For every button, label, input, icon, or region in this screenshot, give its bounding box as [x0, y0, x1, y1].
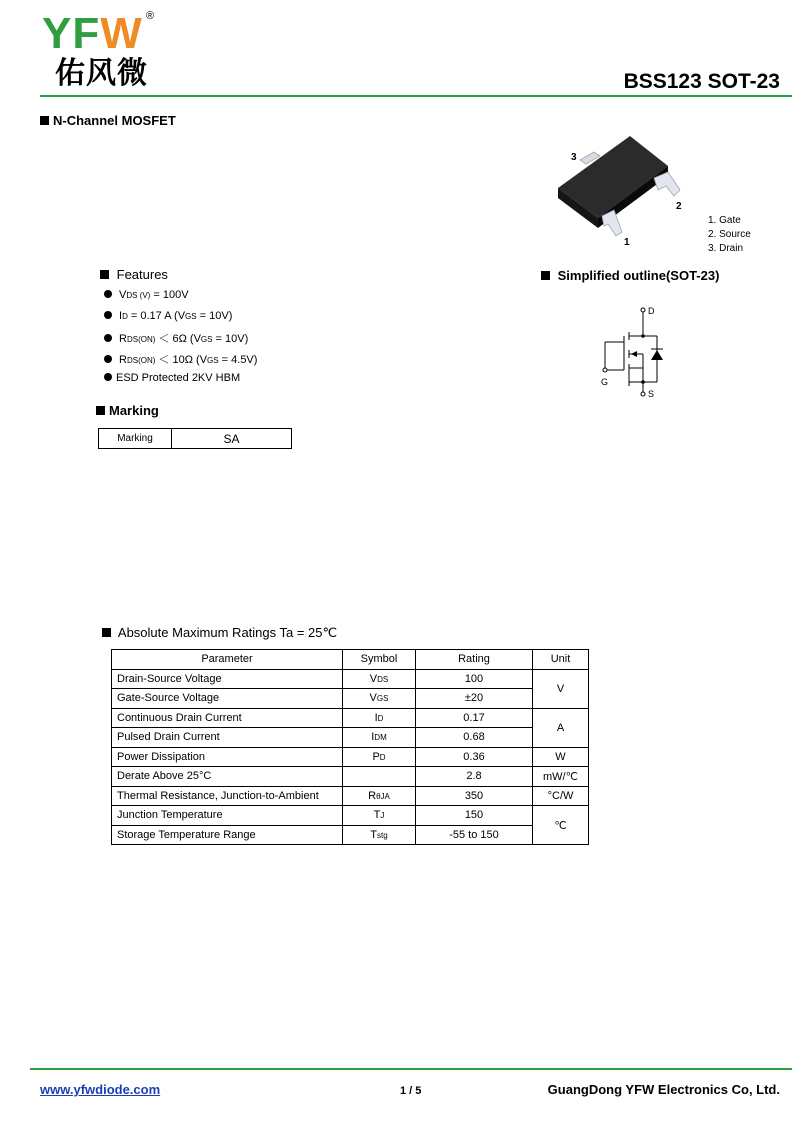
table-row	[112, 728, 589, 748]
symbol-text: R	[368, 789, 377, 802]
bullet-dot-icon	[104, 311, 112, 319]
pin-list-drain: 3. Drain	[708, 243, 744, 254]
table-row	[112, 708, 589, 728]
parameter-cell: Derate Above 25°C	[112, 767, 343, 787]
bullet-square-icon	[96, 406, 105, 415]
rating-cell: 2.8	[416, 767, 533, 787]
rating-cell: 0.17	[416, 708, 533, 728]
bullet-square-icon	[40, 116, 49, 125]
feature-item-rdson-10v	[104, 330, 248, 346]
logo-letter-f: F	[72, 9, 101, 58]
symbol-cell	[343, 669, 416, 689]
feature-item-id	[104, 310, 232, 322]
feature-text: = 10V)	[212, 333, 249, 345]
logo-letter-y: Y	[42, 9, 73, 58]
feature-text: R	[119, 333, 127, 345]
symbol-sub: DM	[374, 733, 387, 743]
ratings-heading	[102, 625, 337, 641]
unit-cell: °C/W	[533, 786, 589, 806]
table-header-row	[112, 650, 589, 670]
unit-cell: ℃	[533, 806, 589, 845]
bullet-dot-icon	[104, 290, 112, 298]
page-number: 1 / 5	[400, 1085, 422, 1097]
pin-list-gate: 1. Gate	[708, 215, 741, 226]
document-title: BSS123 SOT-23	[623, 70, 780, 93]
column-header: Parameter	[112, 650, 343, 670]
pin-2-label: 2	[676, 201, 682, 212]
marking-heading-text: Marking	[109, 403, 159, 418]
bullet-square-icon	[100, 270, 109, 279]
outline-heading	[541, 268, 719, 283]
logo-letter-w: W	[100, 9, 143, 58]
feature-text: = 10V)	[196, 310, 233, 322]
symbol-cell	[343, 708, 416, 728]
feature-text: = 0.17 A (V	[127, 310, 186, 322]
parameter-cell: Thermal Resistance, Junction-to-Ambient	[112, 786, 343, 806]
symbol-cell	[343, 689, 416, 709]
column-header: Symbol	[343, 650, 416, 670]
bullet-dot-icon	[104, 373, 112, 381]
symbol-cell	[343, 825, 416, 845]
pin-3-label: 3	[571, 152, 577, 163]
symbol-sub: θJA	[376, 791, 390, 801]
feature-text: ＜ 10Ω (V	[155, 354, 208, 366]
rating-cell: ±20	[416, 689, 533, 709]
feature-text: ＜ 6Ω (V	[155, 333, 201, 345]
ratings-heading-text: Absolute Maximum Ratings Ta = 25℃	[117, 625, 338, 640]
marking-heading	[96, 403, 159, 418]
mosfet-symbol-diagram	[595, 302, 675, 402]
feature-item-rdson-4v5	[104, 351, 257, 367]
symbol-cell	[343, 786, 416, 806]
rating-cell: 0.68	[416, 728, 533, 748]
table-row	[112, 669, 589, 689]
feature-sub: DS(ON)	[126, 356, 156, 365]
parameter-cell: Pulsed Drain Current	[112, 728, 343, 748]
feature-sub: DS(ON)	[126, 335, 156, 344]
symbol-sub: DS	[377, 674, 389, 684]
feature-text: V	[119, 289, 127, 301]
symbol-sub: J	[380, 811, 385, 821]
pin-1-label: 1	[624, 237, 630, 248]
marking-label-cell: Marking	[99, 429, 172, 449]
registered-mark: ®	[146, 10, 155, 22]
rating-cell: 0.36	[416, 747, 533, 767]
features-heading	[100, 267, 168, 282]
bullet-dot-icon	[104, 334, 112, 342]
feature-text: = 4.5V)	[218, 354, 258, 366]
column-header: Unit	[533, 650, 589, 670]
symbol-text: I	[371, 731, 375, 744]
table-row	[112, 747, 589, 767]
rating-cell: 100	[416, 669, 533, 689]
feature-item-vds	[104, 289, 189, 301]
marking-table	[98, 428, 292, 449]
symbol-cell	[343, 747, 416, 767]
symbol-sub: stg	[377, 830, 388, 840]
parameter-cell: Drain-Source Voltage	[112, 669, 343, 689]
table-row	[112, 767, 589, 787]
table-row	[112, 806, 589, 826]
table-row	[112, 689, 589, 709]
symbol-text: T	[373, 809, 381, 822]
symbol-text: V	[369, 692, 377, 705]
feature-item-esd	[104, 372, 240, 384]
gate-terminal-label: G	[601, 377, 609, 387]
feature-sub: GS	[207, 356, 219, 365]
ratings-table	[111, 649, 589, 845]
company-logo	[42, 9, 143, 58]
table-row	[112, 786, 589, 806]
logo-chinese-name: 佑风微	[55, 56, 148, 91]
pin-list	[708, 214, 751, 256]
website-link[interactable]: www.yfwdiode.com	[40, 1082, 161, 1097]
feature-sub: GS	[185, 312, 197, 321]
parameter-cell: Gate-Source Voltage	[112, 689, 343, 709]
marking-value-cell: SA	[172, 429, 292, 449]
symbol-text: P	[372, 750, 380, 763]
sot23-package-image	[550, 128, 700, 248]
bullet-dot-icon	[104, 355, 112, 363]
rating-cell: 150	[416, 806, 533, 826]
feature-text: R	[119, 354, 127, 366]
feature-sub: D	[122, 312, 128, 321]
unit-cell: V	[533, 669, 589, 708]
rating-cell: -55 to 150	[416, 825, 533, 845]
feature-sub: GS	[200, 335, 213, 344]
marking-row	[99, 429, 292, 449]
symbol-sub: GS	[376, 694, 389, 704]
unit-cell: A	[533, 708, 589, 747]
device-type-text: N-Channel MOSFET	[53, 113, 176, 128]
column-header: Rating	[416, 650, 533, 670]
parameter-cell: Continuous Drain Current	[112, 708, 343, 728]
symbol-sub: D	[379, 752, 386, 762]
unit-cell: mW/℃	[533, 767, 589, 787]
source-terminal-label: S	[648, 389, 655, 399]
drain-terminal-label: D	[648, 306, 655, 316]
pin-list-source: 2. Source	[708, 229, 751, 240]
parameter-cell: Power Dissipation	[112, 747, 343, 767]
symbol-sub: D	[377, 713, 384, 723]
rating-cell: 350	[416, 786, 533, 806]
device-type-heading	[40, 113, 176, 128]
symbol-cell	[343, 806, 416, 826]
symbol-cell	[343, 728, 416, 748]
feature-sub: DS (V)	[126, 291, 151, 300]
bullet-square-icon	[541, 271, 550, 280]
symbol-text: I	[374, 711, 378, 724]
feature-text: ESD Protected 2KV HBM	[116, 372, 241, 384]
header-divider	[40, 95, 792, 97]
footer-divider	[30, 1068, 792, 1070]
parameter-cell: Storage Temperature Range	[112, 825, 343, 845]
outline-heading-text: Simplified outline(SOT-23)	[557, 268, 720, 283]
symbol-text: V	[369, 672, 378, 685]
table-row	[112, 825, 589, 845]
parameter-cell: Junction Temperature	[112, 806, 343, 826]
symbol-cell	[343, 767, 416, 787]
symbol-text: T	[370, 828, 378, 841]
unit-cell: W	[533, 747, 589, 767]
features-heading-text: Features	[116, 267, 168, 282]
company-name: GuangDong YFW Electronics Co, Ltd.	[547, 1082, 780, 1097]
feature-text: I	[119, 310, 123, 322]
feature-text: = 100V	[150, 289, 189, 301]
bullet-square-icon	[102, 628, 111, 637]
